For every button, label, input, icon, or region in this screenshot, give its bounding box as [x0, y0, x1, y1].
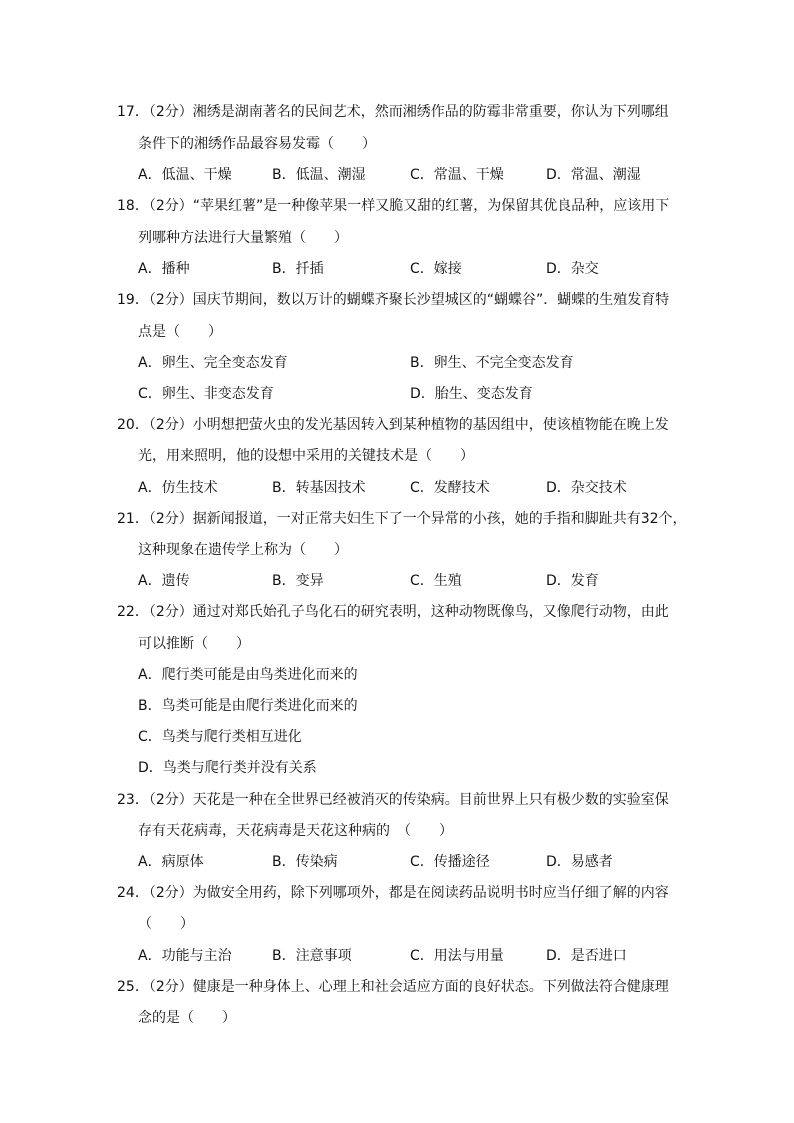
question-stem-continued: 这种现象在遗传学上称为（ ）: [138, 542, 348, 558]
option-c: C．用法与用量: [410, 948, 504, 964]
option-b: B．扦插: [272, 261, 324, 277]
question-stem-continued: 点是（ ）: [138, 324, 222, 340]
option-b: B．传染病: [272, 854, 338, 870]
question-number: 20．（2分）: [117, 417, 193, 433]
option-c: C．嫁接: [410, 261, 462, 277]
question-number: 19．（2分）: [117, 292, 193, 308]
option-d: D．发育: [546, 573, 599, 589]
question-stem: “苹果红薯”是一种像苹果一样又脆又甜的红薯，为保留其优良品种，应该用下: [192, 198, 670, 214]
option-c: C．鸟类与爬行类相互进化: [138, 729, 302, 745]
question-stem-continued: 条件下的湘绣作品最容易发霉（ ）: [138, 136, 376, 152]
option-a: A．仿生技术: [138, 480, 218, 496]
option-c: C．卵生、非变态发育: [138, 386, 274, 402]
question-stem: 国庆节期间，数以万计的蝴蝶齐聚长沙望城区的“蝴蝶谷”．蝴蝶的生殖发育特: [192, 292, 670, 308]
option-a: A．卵生、完全变态发育: [138, 355, 288, 371]
question-number: 22．（2分）: [117, 604, 193, 620]
question-number: 18．（2分）: [117, 198, 193, 214]
option-d: D．常温、潮湿: [546, 167, 641, 183]
question-number: 17．（2分）: [117, 104, 193, 120]
question-stem: 小明想把萤火虫的发光基因转入到某种植物的基因组中，使该植物能在晚上发: [192, 417, 669, 433]
option-b: B．转基因技术: [272, 480, 366, 496]
option-a: A．病原体: [138, 854, 204, 870]
option-a: A．播种: [138, 261, 190, 277]
option-b: B．卵生、不完全变态发育: [410, 355, 574, 371]
option-d: D．易感者: [546, 854, 613, 870]
option-b: B．注意事项: [272, 948, 352, 964]
question-stem: 据新闻报道，一对正常夫妇生下了一个异常的小孩，她的手指和脚趾共有32个，: [192, 511, 687, 527]
option-c: C．常温、干燥: [410, 167, 504, 183]
question-stem: 通过对郑氏始孔子鸟化石的研究表明，这种动物既像鸟，又像爬行动物，由此: [192, 604, 669, 620]
option-c: C．生殖: [410, 573, 462, 589]
option-d: D．是否进口: [546, 948, 627, 964]
option-a: A．功能与主治: [138, 948, 232, 964]
question-number: 23．（2分）: [117, 792, 193, 808]
option-d: D．鸟类与爬行类并没有关系: [138, 760, 317, 776]
question-stem-continued: 列哪种方法进行大量繁殖（ ）: [138, 230, 348, 246]
option-c: C．传播途径: [410, 854, 490, 870]
option-d: D．杂交: [546, 261, 599, 277]
option-c: C．发酵技术: [410, 480, 490, 496]
option-d: D．杂交技术: [546, 480, 627, 496]
question-stem-continued: 念的是（ ）: [138, 1010, 236, 1026]
option-d: D．胎生、变态发育: [410, 386, 533, 402]
option-a: A．遗传: [138, 573, 190, 589]
option-b: B．变异: [272, 573, 324, 589]
option-a: A．低温、干燥: [138, 167, 232, 183]
question-stem: 天花是一种在全世界已经被消灭的传染病。目前世界上只有极少数的实验室保: [192, 792, 669, 808]
question-stem-continued: 存有天花病毒，天花病毒是天花这种病的 （ ）: [138, 823, 453, 839]
question-stem-continued: （ ）: [138, 916, 194, 932]
question-stem-continued: 可以推断（ ）: [138, 636, 250, 652]
question-number: 25．（2分）: [117, 979, 193, 995]
question-number: 24．（2分）: [117, 885, 193, 901]
question-number: 21．（2分）: [117, 511, 193, 527]
question-stem: 为做安全用药，除下列哪项外，都是在阅读药品说明书时应当仔细了解的内容: [192, 885, 669, 901]
question-stem: 健康是一种身体上、心理上和社会适应方面的良好状态。下列做法符合健康理: [192, 979, 669, 995]
option-a: A．爬行类可能是由鸟类进化而来的: [138, 667, 358, 683]
option-b: B．鸟类可能是由爬行类进化而来的: [138, 698, 358, 714]
question-stem-continued: 光，用来照明，他的设想中采用的关键技术是（ ）: [138, 448, 474, 464]
option-b: B．低温、潮湿: [272, 167, 366, 183]
question-stem: 湘绣是湖南著名的民间艺术，然而湘绣作品的防霉非常重要，你认为下列哪组: [192, 104, 669, 120]
